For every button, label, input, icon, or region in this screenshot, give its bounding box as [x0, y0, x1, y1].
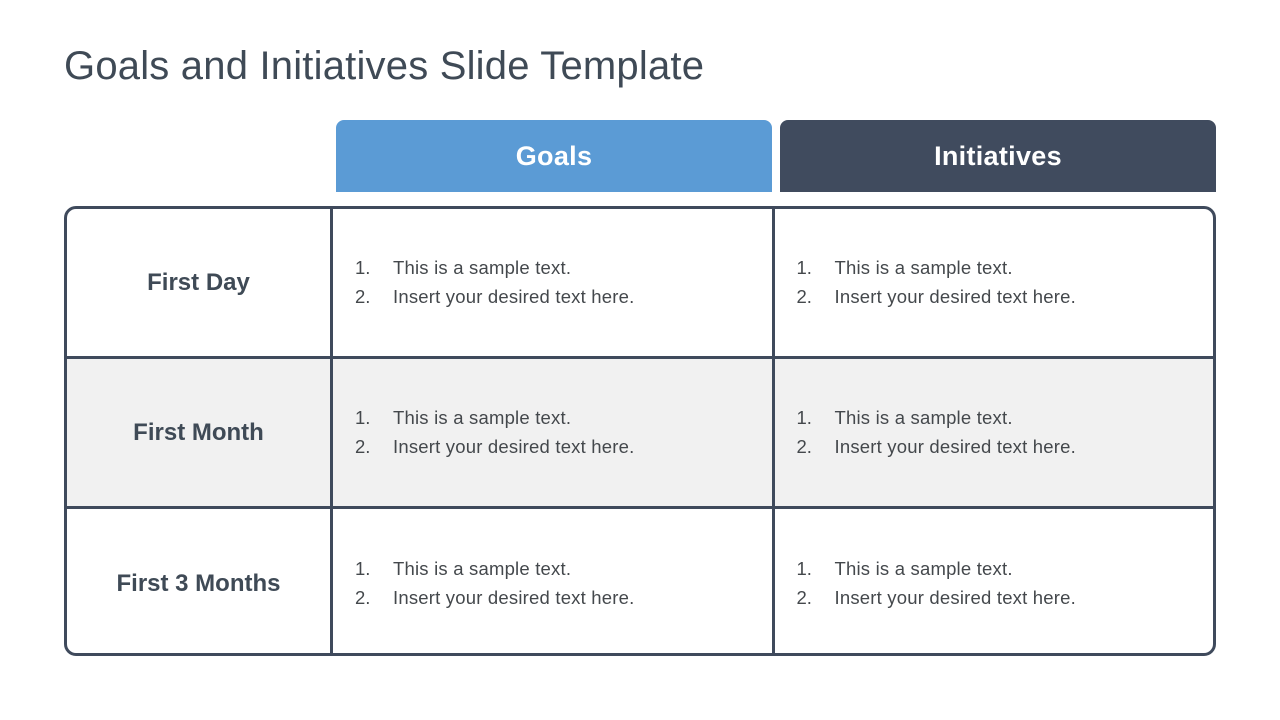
list-item-text: Insert your desired text here. [834, 435, 1076, 457]
row-label-first-day: First Day [67, 209, 333, 356]
column-header-goals-label: Goals [515, 140, 593, 171]
cell-initiatives-first-3-months[interactable] [775, 509, 1214, 656]
cell-initiatives-first-month[interactable] [775, 359, 1214, 506]
numbered-list [797, 254, 1196, 311]
numbered-list [355, 404, 754, 461]
list-item [355, 254, 754, 283]
numbered-list [355, 254, 754, 311]
list-item-number: 2. [355, 435, 371, 457]
list-item [797, 555, 1196, 584]
list-item-number: 2. [355, 285, 371, 307]
cell-goals-first-day[interactable] [333, 209, 775, 356]
table-row [67, 509, 1213, 656]
table-row [67, 359, 1213, 509]
list-item-text: Insert your desired text here. [393, 587, 635, 608]
cell-goals-first-3-months[interactable] [333, 509, 775, 656]
list-item-text: This is a sample text. [393, 406, 572, 428]
list-item [355, 283, 754, 312]
numbered-list [797, 555, 1196, 612]
list-item-text: This is a sample text. [834, 406, 1013, 428]
table-row [67, 209, 1213, 359]
list-item [797, 584, 1196, 613]
list-item [797, 283, 1196, 312]
column-header-initiatives[interactable] [780, 120, 1216, 192]
list-item-text: This is a sample text. [393, 256, 572, 278]
list-item [355, 433, 754, 462]
list-item-text: Insert your desired text here. [834, 285, 1076, 307]
list-item-number: 1. [355, 256, 371, 278]
list-item [797, 404, 1196, 433]
column-headers [336, 120, 1216, 192]
cell-goals-first-month[interactable] [333, 359, 775, 506]
row-label-first-month: First Month [67, 359, 333, 506]
list-item-text: This is a sample text. [834, 558, 1013, 580]
page-title: Goals and Initiatives Slide Template [64, 44, 705, 88]
list-item [355, 404, 754, 433]
list-item-text: Insert your desired text here. [834, 587, 1076, 608]
list-item [797, 433, 1196, 462]
list-item-number: 2. [355, 587, 371, 608]
list-item-number: 1. [796, 256, 812, 278]
list-item [355, 555, 754, 584]
list-item [797, 254, 1196, 283]
list-item-number: 2. [796, 435, 812, 457]
list-item-number: 1. [796, 406, 812, 428]
cell-initiatives-first-day[interactable] [775, 209, 1214, 356]
list-item-number: 1. [796, 558, 812, 580]
list-item-number: 2. [796, 285, 812, 307]
column-header-goals[interactable] [336, 120, 772, 192]
list-item [355, 584, 754, 613]
goals-initiatives-table [64, 206, 1216, 656]
numbered-list [797, 404, 1196, 461]
list-item-number: 1. [355, 406, 371, 428]
numbered-list [355, 555, 754, 612]
list-item-number: 2. [796, 587, 812, 608]
list-item-text: Insert your desired text here. [393, 435, 635, 457]
list-item-number: 1. [355, 558, 371, 580]
row-label-first-3-months: First 3 Months [67, 509, 333, 656]
column-header-initiatives-label: Initiatives [934, 140, 1062, 171]
list-item-text: This is a sample text. [393, 558, 572, 580]
list-item-text: Insert your desired text here. [393, 285, 635, 307]
list-item-text: This is a sample text. [834, 256, 1013, 278]
